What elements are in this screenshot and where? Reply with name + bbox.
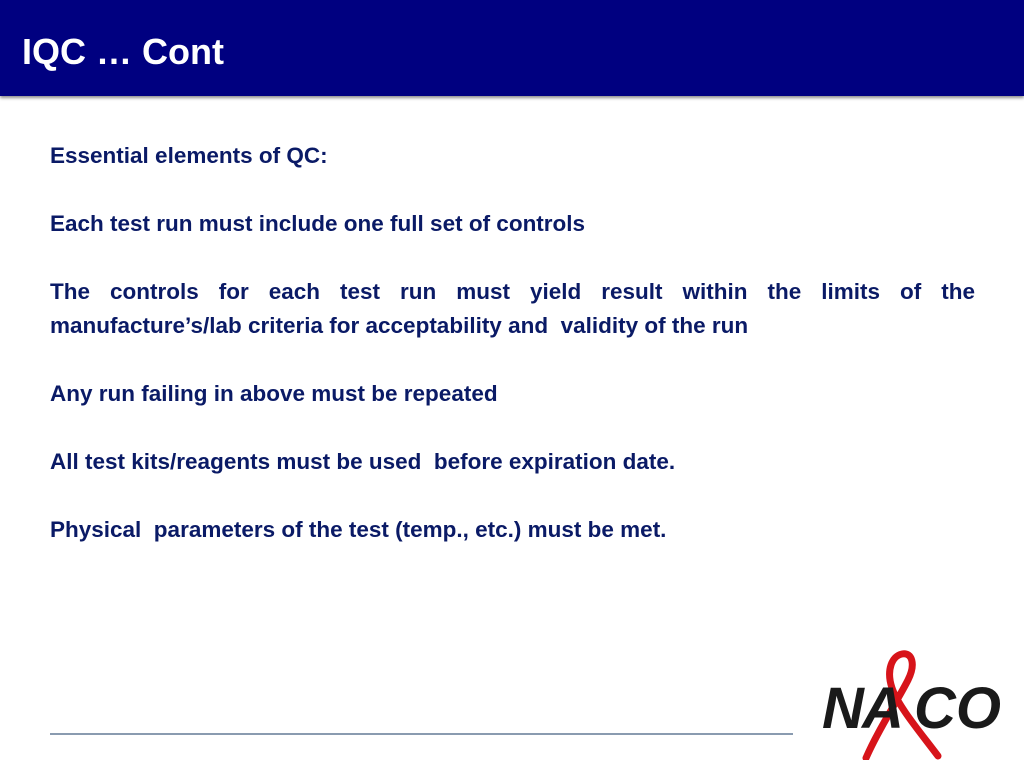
paragraph-expiration-date: All test kits/reagents must be used before expiration date. xyxy=(50,449,676,474)
paragraph-physical-parameters: Physical parameters of the test (temp., etc.) must be met. xyxy=(50,517,667,542)
paragraph-repeat-failed-run: Any run failing in above must be repeated xyxy=(50,381,498,406)
paragraph-control-limits: The controls for each test run must yield result within the limits of the manufacture’s/lab criteria for acceptability and validity of the run xyxy=(50,279,982,338)
naco-logo-co: CO xyxy=(914,676,1001,741)
slide-title: IQC … Cont xyxy=(22,31,224,72)
paragraph-full-set-controls: Each test run must include one full set of controls xyxy=(50,211,586,236)
naco-logo-a: A xyxy=(862,676,904,741)
naco-logo-graphic xyxy=(816,648,1006,760)
slide-content xyxy=(50,139,982,581)
naco-logo xyxy=(816,648,1006,760)
naco-logo-n: N xyxy=(822,676,864,741)
footer-rule xyxy=(50,733,793,735)
paragraph-essential-elements: Essential elements of QC: xyxy=(50,143,328,168)
title-bar xyxy=(0,0,1024,96)
